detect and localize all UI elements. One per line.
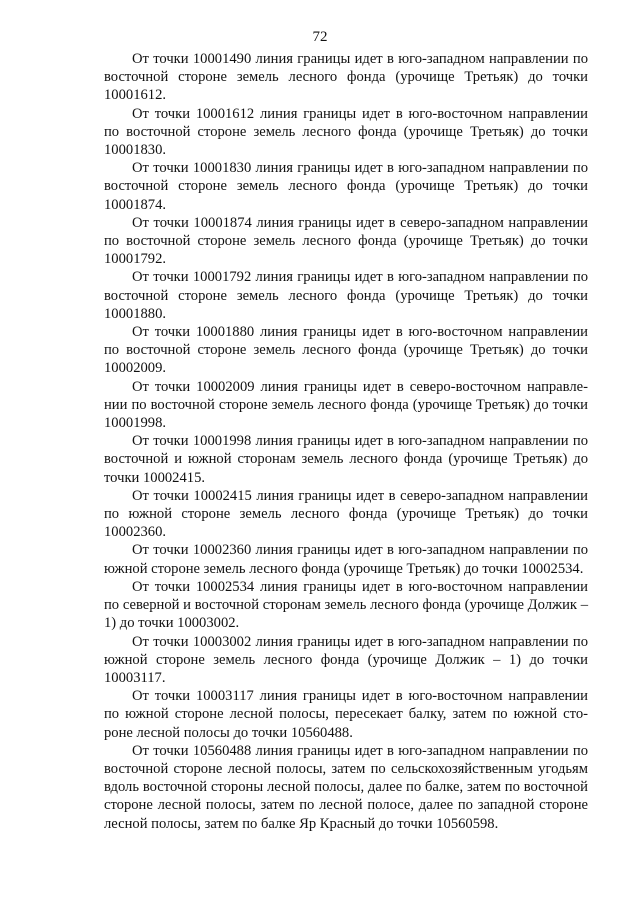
paragraph: От точки 10002360 линия границы идет в юго-западном направлении по южной стороне земель лесного фонда (урочище Третьяк) до точки 10002534.	[104, 542, 588, 577]
paragraph: От точки 10560488 линия границы идет в юго-западном направлении по восточной стороне лесной полосы, затем по сельскохозяйственным угодьям вдоль восточной стороны лесной полосы, далее по балке, затем по восточной стороне лесной полосы, затем по лесной полосе, далее по западной стороне лесной полосы, затем по балке Яр Красный до точки 10560598.	[104, 742, 588, 832]
paragraph: От точки 10001490 линия границы идет в юго-западном направлении по восточной стороне земель лесного фонда (урочище Третьяк) до точки 10001612.	[104, 51, 588, 104]
paragraph: От точки 10001830 линия границы идет в юго-западном направлении по восточной стороне земель лесного фонда (урочище Третьяк) до точки 10001874.	[104, 160, 588, 213]
paragraph: От точки 10002534 линия границы идет в юго-восточном направлении по северной и восточной сторонам земель лесного фонда (урочище Должик – 1) до точки 10003002.	[104, 578, 588, 632]
page-number: 72	[312, 29, 328, 45]
paragraph: От точки 10001998 линия границы идет в юго-западном направлении по восточной и южной сторонам земель лесного фонда (урочище Третьяк) до точки 10002415.	[104, 433, 588, 486]
paragraph: От точки 10001792 линия границы идет в юго-западном направлении по восточной стороне земель лесного фонда (урочище Третьяк) до точки 10001880.	[104, 269, 588, 322]
paragraph: От точки 10003117 линия границы идет в юго-восточном направлении по южной стороне лесной полосы, пересекает балку, затем по южной стороне лесной полосы до точки 10560488.	[104, 688, 588, 741]
paragraph: От точки 10001874 линия границы идет в северо-западном направлении по восточной стороне земель лесного фонда (урочище Третьяк) до точки 10001792.	[104, 214, 588, 268]
paragraph: От точки 10001880 линия границы идет в юго-восточном направлении по восточной стороне земель лесного фонда (урочище Третьяк) до точки 10002009.	[104, 324, 588, 377]
paragraph: От точки 10002415 линия границы идет в северо-западном направлении по южной стороне земель лесного фонда (урочище Третьяк) до точки 10002360.	[104, 487, 588, 541]
paragraph: От точки 10001612 линия границы идет в юго-восточном направлении по восточной стороне земель лесного фонда (урочище Третьяк) до точки 10001830.	[104, 105, 588, 159]
paragraph: От точки 10002009 линия границы идет в северо-восточном направлении по восточной стороне земель лесного фонда (урочище Третьяк) до точки 10001998.	[104, 378, 588, 432]
document-body	[104, 50, 588, 833]
paragraph: От точки 10003002 линия границы идет в юго-западном направлении по южной стороне земель лесного фонда (урочище Должик – 1) до точки 10003117.	[104, 633, 588, 686]
